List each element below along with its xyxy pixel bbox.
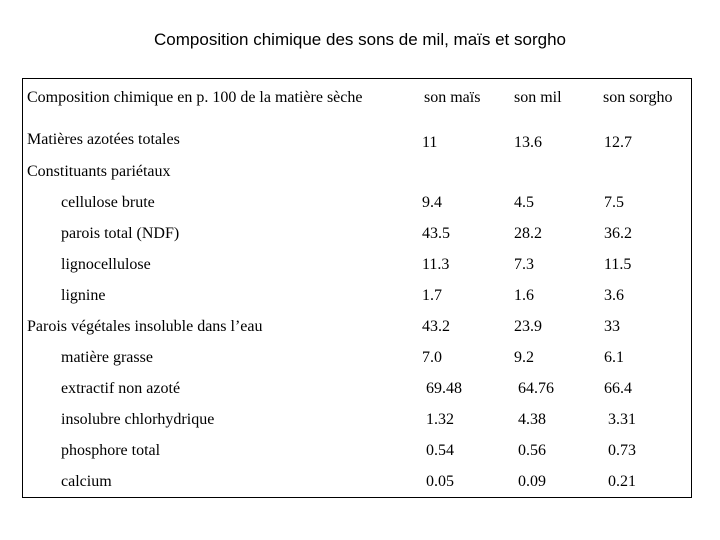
row-label: matière grasse bbox=[61, 349, 153, 366]
cell-value: 12.7 bbox=[604, 134, 632, 151]
row-label: cellulose brute bbox=[61, 194, 155, 211]
cell-value: 36.2 bbox=[604, 225, 632, 242]
cell-value: 7.3 bbox=[514, 256, 534, 273]
cell-value: 7.5 bbox=[604, 194, 624, 211]
cell-value: 1.32 bbox=[426, 411, 454, 428]
row-label: Matières azotées totales bbox=[27, 131, 180, 148]
cell-value: 69.48 bbox=[426, 380, 462, 397]
column-header-son-sorgho: son sorgho bbox=[603, 89, 673, 106]
column-header-son-mil: son mil bbox=[514, 89, 562, 106]
cell-value: 11.3 bbox=[422, 256, 450, 273]
cell-value: 11 bbox=[422, 134, 438, 151]
cell-value: 1.6 bbox=[514, 287, 534, 304]
cell-value: 0.05 bbox=[426, 473, 454, 490]
row-label: calcium bbox=[61, 473, 112, 490]
row-label: Constituants pariétaux bbox=[27, 163, 171, 180]
cell-value: 1.7 bbox=[422, 287, 442, 304]
cell-value: 6.1 bbox=[604, 349, 624, 366]
row-label: parois total (NDF) bbox=[61, 225, 180, 242]
cell-value: 3.31 bbox=[608, 411, 636, 428]
cell-value: 7.0 bbox=[422, 349, 442, 366]
cell-value: 0.56 bbox=[518, 442, 546, 459]
cell-value: 66.4 bbox=[604, 380, 632, 397]
row-label: extractif non azoté bbox=[61, 380, 181, 397]
cell-value: 43.5 bbox=[422, 225, 450, 242]
cell-value: 0.09 bbox=[518, 473, 546, 490]
cell-value: 9.4 bbox=[422, 194, 442, 211]
cell-value: 11.5 bbox=[604, 256, 632, 273]
row-label: phosphore total bbox=[61, 442, 161, 459]
cell-value: 0.73 bbox=[608, 442, 636, 459]
cell-value: 33 bbox=[604, 318, 620, 335]
cell-value: 9.2 bbox=[514, 349, 534, 366]
cell-value: 64.76 bbox=[518, 380, 554, 397]
row-label: lignocellulose bbox=[61, 256, 151, 273]
column-header-son-mais: son maïs bbox=[424, 89, 481, 106]
cell-value: 43.2 bbox=[422, 318, 450, 335]
cell-value: 23.9 bbox=[514, 318, 542, 335]
cell-value: 4.5 bbox=[514, 194, 534, 211]
table-header-label: Composition chimique en p. 100 de la matière sèche bbox=[27, 89, 363, 106]
row-label: lignine bbox=[61, 287, 106, 304]
row-label: insolubre chlorhydrique bbox=[61, 411, 215, 428]
cell-value: 13.6 bbox=[514, 134, 542, 151]
cell-value: 4.38 bbox=[518, 411, 546, 428]
cell-value: 28.2 bbox=[514, 225, 542, 242]
composition-table bbox=[22, 78, 692, 498]
cell-value: 0.21 bbox=[608, 473, 636, 490]
row-label: Parois végétales insoluble dans l’eau bbox=[27, 318, 263, 335]
cell-value: 3.6 bbox=[604, 287, 624, 304]
cell-value: 0.54 bbox=[426, 442, 454, 459]
page-title: Composition chimique des sons de mil, maïs et sorgho bbox=[154, 30, 566, 49]
